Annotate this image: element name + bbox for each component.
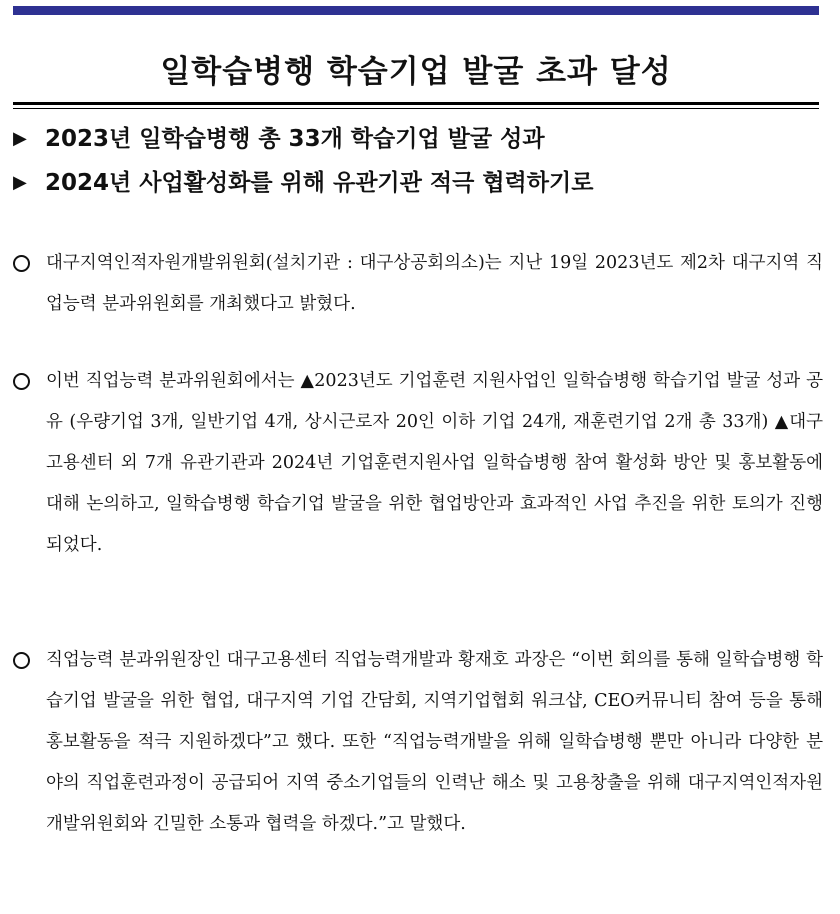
top-accent-bar	[13, 6, 819, 15]
circle-bullet-icon	[13, 255, 30, 272]
paragraph-2	[13, 361, 823, 566]
paragraph-text: 대구지역인적자원개발위원회(설치기관 : 대구상공회의소)는 지난 19일 2023년도 제2차 대구지역 직업능력 분과위원회를 개최했다고 밝혔다.	[46, 253, 823, 314]
circle-bullet-icon	[13, 373, 30, 390]
subtitle-2	[13, 164, 593, 197]
triangle-right-icon: ▶	[13, 172, 27, 193]
subtitle-1	[13, 120, 545, 153]
paragraph-text: 직업능력 분과위원장인 대구고용센터 직업능력개발과 황재호 과장은 “이번 회의를 통해 일학습병행 학습기업 발굴을 위한 협업, 대구지역 기업 간담회, 지역기업협회 워크샵, CEO커뮤니티 참여 등을 통해 홍보활동을 적극 지원하겠다”고 했다. 또한 “직업능력개발을 위해 일학습병행 뿐만 아니라 다양한 분야의 직업훈련과정이 공급되어 지역 중소기업들의 인력난 해소 및 고용창출을 위해 대구지역인적자원개발위원회와 긴밀한 소통과 협력을 하겠다.”고 말했다.	[46, 650, 823, 834]
circle-bullet-icon	[13, 652, 30, 669]
paragraph-1	[13, 243, 823, 325]
subtitle-text: 2024년 사업활성화를 위해 유관기관 적극 협력하기로	[45, 170, 594, 196]
title-rule-thick	[13, 102, 819, 105]
subtitle-text: 2023년 일학습병행 총 33개 학습기업 발굴 성과	[45, 126, 545, 152]
document-title: 일학습병행 학습기업 발굴 초과 달성	[160, 54, 672, 90]
paragraph-text: 이번 직업능력 분과위원회에서는 ▲2023년도 기업훈련 지원사업인 일학습병행 학습기업 발굴 성과 공유 (우량기업 3개, 일반기업 4개, 상시근로자 20인 이하 기업 24개, 재훈련기업 2개 총 33개) ▲대구고용센터 외 7개 유관기관과 2024년 기업훈련지원사업 일학습병행 참여 활성화 방안 및 홍보활동에 대해 논의하고, 일학습병행 학습기업 발굴을 위한 협업방안과 효과적인 사업 추진을 위한 토의가 진행되었다.	[46, 371, 823, 555]
paragraph-3	[13, 640, 823, 845]
title-rule-thin	[13, 108, 819, 109]
triangle-right-icon: ▶	[13, 128, 27, 149]
